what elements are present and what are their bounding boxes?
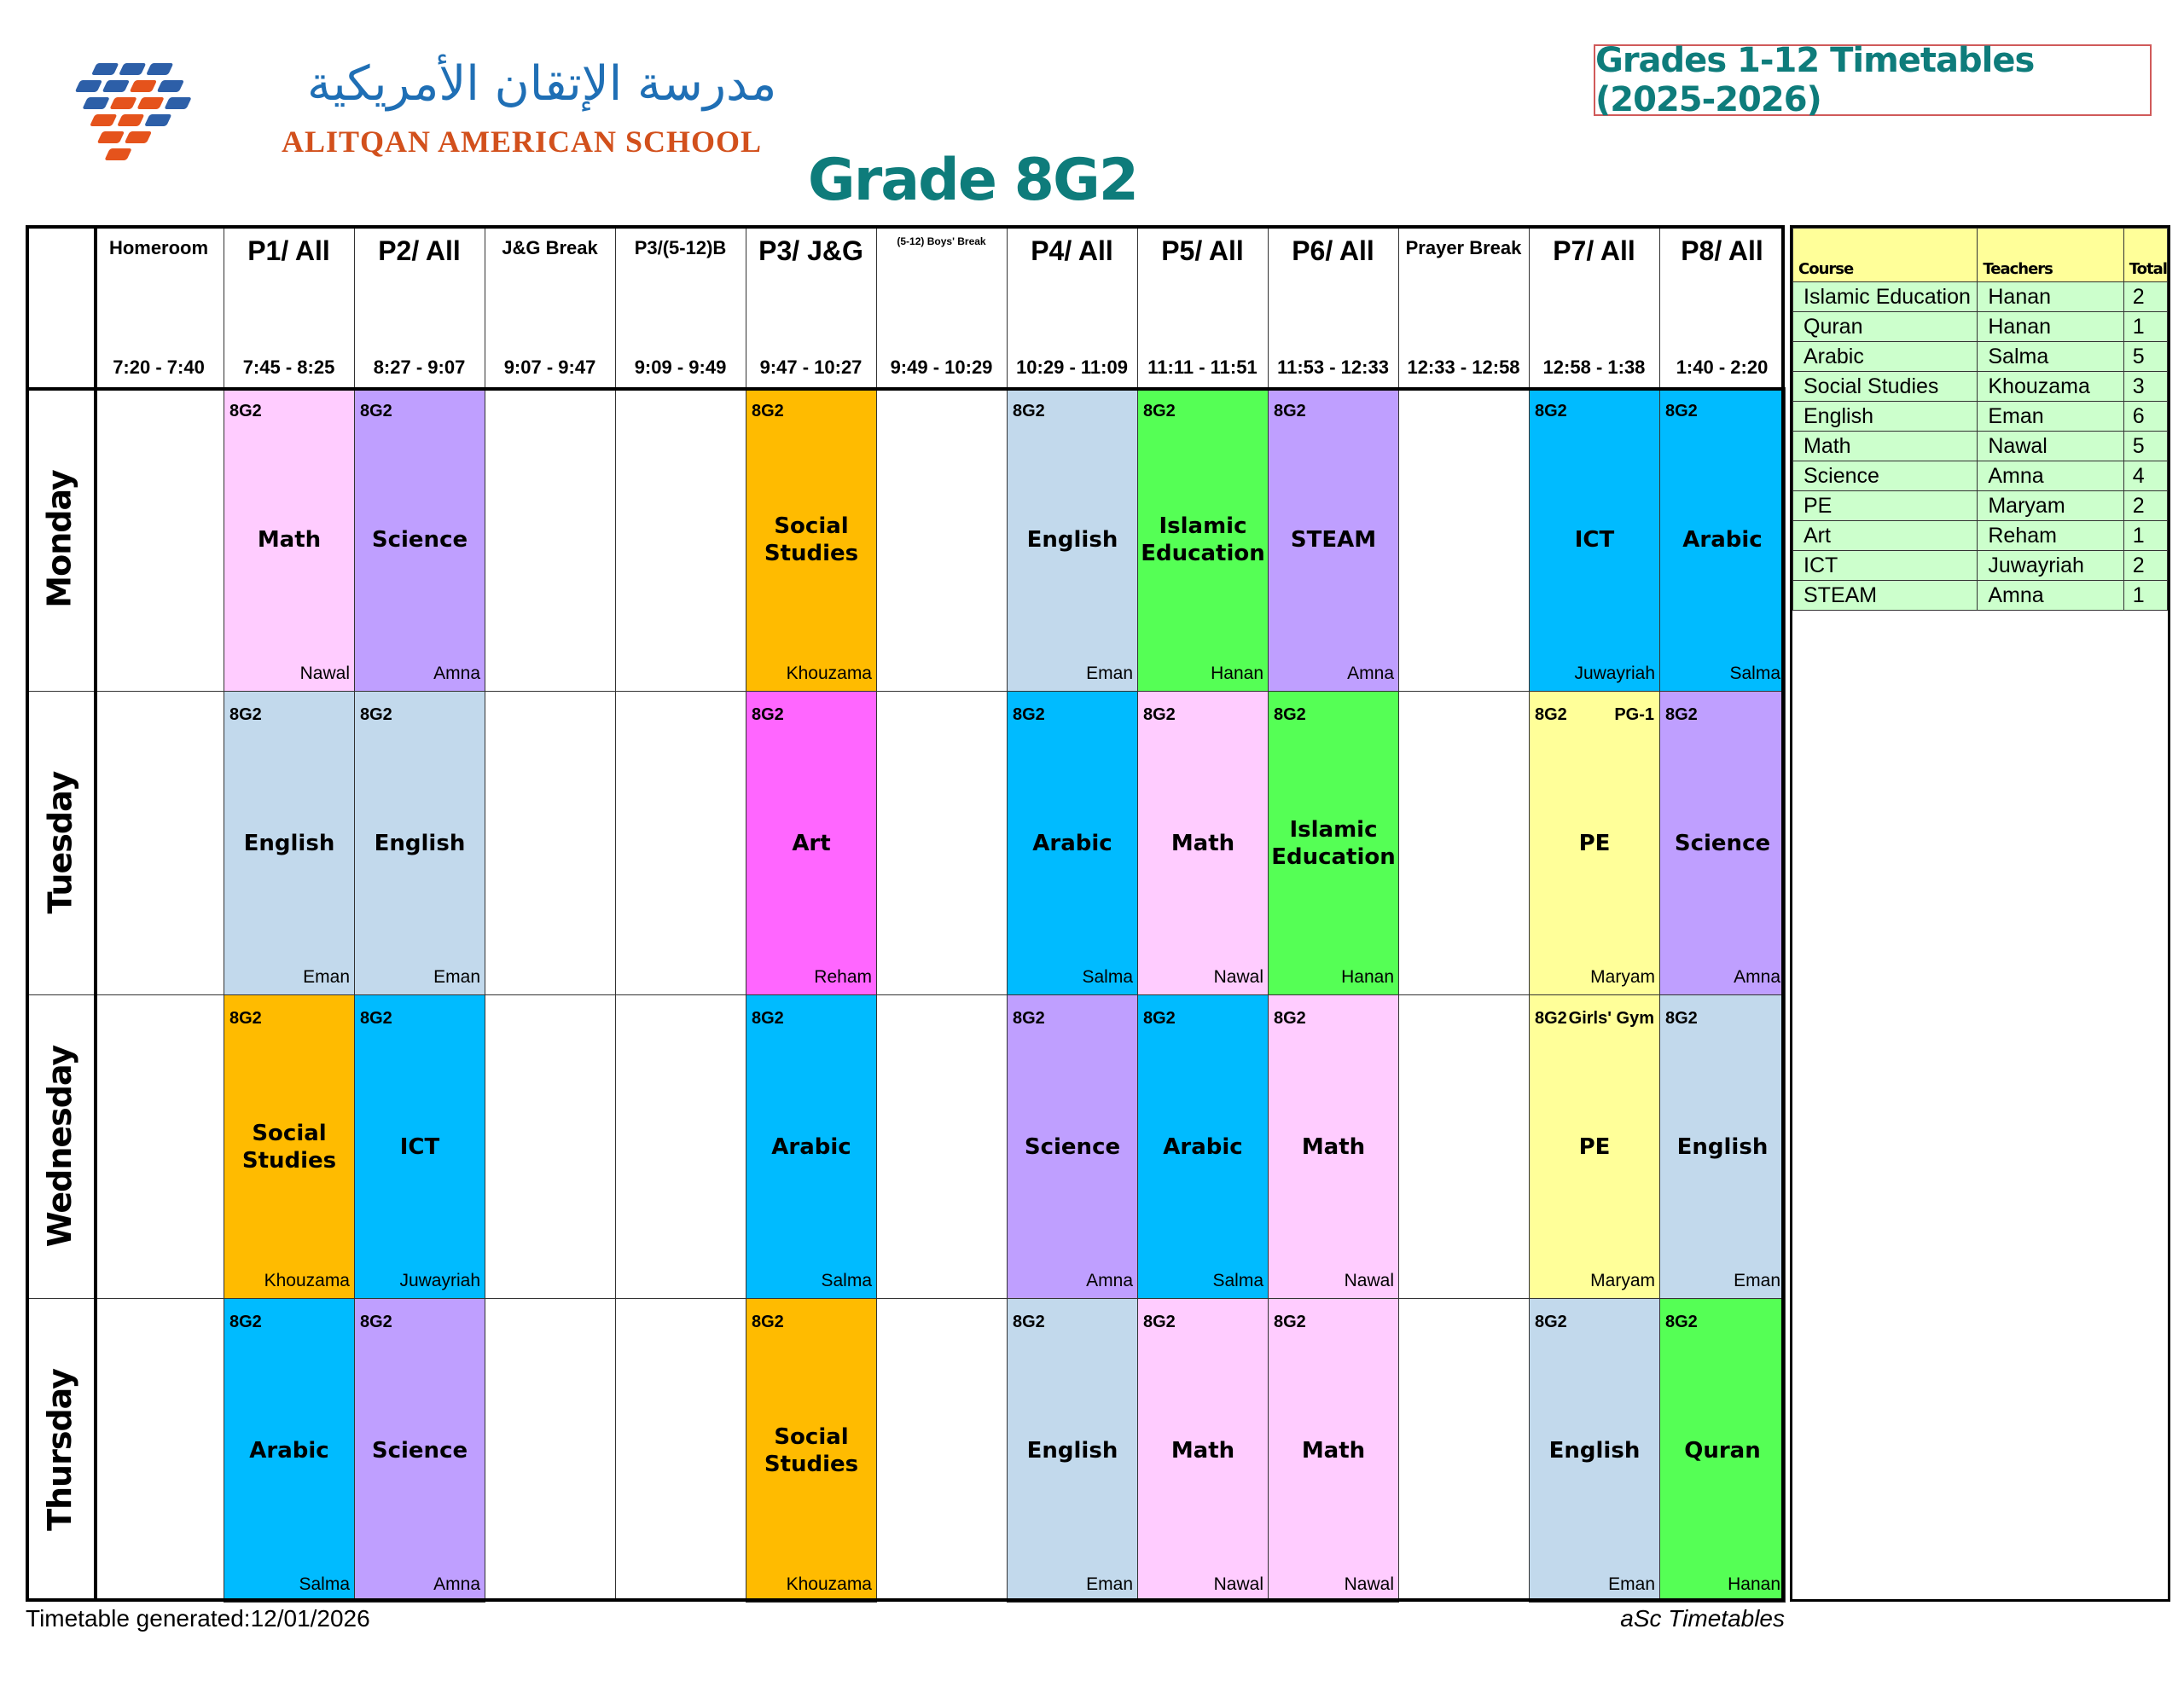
lesson-subject: Math [1301,1133,1366,1160]
lesson-subject: ICT [1574,526,1615,553]
total-cell: 5 [2123,432,2167,461]
lesson-class: 8G2 [1535,1009,1567,1028]
lesson-subject: Math [257,526,322,553]
software-credit: aSc Timetables [1620,1605,1785,1632]
period-header [224,225,354,387]
lesson-teacher: Maryam [1590,967,1655,987]
lesson-teacher: Eman [303,967,350,987]
total-header: Total [2123,229,2167,282]
lesson-class: 8G2 [360,1009,392,1028]
column-divider [1137,225,1138,1602]
lesson-teacher: Eman [1608,1574,1655,1594]
period-time: 9:09 - 9:49 [634,357,727,378]
lesson-class: 8G2 [1665,402,1698,420]
period-time: 7:45 - 8:25 [242,357,335,378]
teacher-cell: Juwayriah [1978,551,2123,581]
lesson-class: 8G2 [752,1009,784,1028]
school-name-english: ALITQAN AMERICAN SCHOOL [282,125,763,159]
lesson-class: 8G2 [360,1313,392,1331]
lesson-subject: Math [1170,1437,1235,1464]
lesson-teacher: Hanan [1211,664,1263,683]
lesson-room: PG-1 [1614,705,1654,724]
column-divider [1529,225,1530,1602]
period-time: 9:07 - 9:47 [503,357,596,378]
lesson-card[interactable] [1529,994,1660,1299]
course-cell: Art [1793,521,1978,551]
period-name: P6/ All [1292,235,1374,266]
lesson-teacher: Nawal [1213,1574,1263,1594]
period-name: P2/ All [378,235,461,266]
lesson-teacher: Eman [1086,1574,1133,1594]
column-divider [615,225,616,1602]
lesson-card[interactable] [354,1298,485,1603]
lesson-card[interactable] [746,691,877,995]
course-cell: Math [1793,432,1978,461]
lesson-teacher: Eman [433,967,480,987]
lesson-teacher: Khouzama [786,664,872,683]
lesson-class: 8G2 [1274,1009,1306,1028]
lesson-teacher: Hanan [1341,967,1394,987]
course-cell: Arabic [1793,342,1978,372]
period-header [94,225,224,387]
lesson-subject: Social Studies [241,1120,337,1174]
lesson-card[interactable] [354,994,485,1299]
lesson-teacher: Eman [1086,664,1133,683]
column-divider [1007,225,1008,1602]
lesson-class: 8G2 [229,1009,262,1028]
lesson-subject: Quran [1684,1437,1761,1464]
lesson-card[interactable] [1137,691,1269,995]
course-cell: PE [1793,491,1978,521]
timetables-banner: Grades 1-12 Timetables (2025-2026) [1594,44,2152,116]
teacher-cell: Salma [1978,342,2123,372]
lesson-subject: English [1676,1133,1769,1160]
lesson-class: 8G2 [752,705,784,724]
lesson-subject: Math [1301,1437,1366,1464]
lesson-subject: ICT [399,1133,440,1160]
summary-row [1793,581,2168,611]
lesson-subject: Arabic [1163,1133,1243,1160]
school-logo-icon [51,51,239,171]
period-name: Homeroom [108,237,209,258]
lesson-card[interactable] [746,994,877,1299]
lesson-subject: Science [371,526,468,553]
lesson-subject: PE [1578,1133,1611,1160]
teacher-cell: Nawal [1978,432,2123,461]
lesson-card[interactable] [1137,994,1269,1299]
total-cell: 2 [2123,491,2167,521]
lesson-card[interactable] [746,1298,877,1603]
lesson-subject: PE [1578,830,1611,856]
lesson-card[interactable] [354,387,485,692]
lesson-class: 8G2 [1143,402,1176,420]
lesson-card[interactable] [224,691,355,995]
course-cell: STEAM [1793,581,1978,611]
lesson-teacher: Nawal [299,664,350,683]
lesson-subject: Islamic Education [1271,816,1396,870]
teacher-cell: Amna [1978,581,2123,611]
lesson-teacher: Eman [1734,1271,1780,1290]
total-cell: 5 [2123,342,2167,372]
period-name: P4/ All [1031,235,1113,266]
lesson-subject: Art [792,830,831,856]
lesson-class: 8G2 [1143,1313,1176,1331]
lesson-subject: English [1548,1437,1641,1464]
period-name: P5/ All [1161,235,1244,266]
lesson-class: 8G2 [360,705,392,724]
period-header [746,225,876,387]
period-header [1659,225,1785,387]
lesson-subject: English [374,830,466,856]
period-name: J&G Break [502,237,598,258]
lesson-teacher: Salma [299,1574,350,1594]
lesson-class: 8G2 [1665,1009,1698,1028]
lesson-teacher: Nawal [1213,967,1263,987]
lesson-teacher: Amna [433,1574,480,1594]
period-name: P8/ All [1681,235,1763,266]
lesson-teacher: Salma [1729,664,1780,683]
lesson-class: 8G2 [1665,1313,1698,1331]
lesson-teacher: Nawal [1344,1574,1394,1594]
summary-row [1793,521,2168,551]
lesson-card[interactable] [1659,994,1786,1299]
period-name: P1/ All [247,235,330,266]
lesson-subject: Arabic [249,1437,329,1464]
lesson-class: 8G2 [1535,1313,1567,1331]
teacher-cell: Hanan [1978,282,2123,312]
period-name: (5-12) Boys' Break [897,235,986,247]
lesson-card[interactable] [1268,691,1399,995]
period-name: P3/ J&G [758,235,863,266]
lesson-teacher: Khouzama [786,1574,872,1594]
lesson-card[interactable] [1007,387,1138,692]
day-label [26,994,94,1298]
day-label [26,1298,94,1602]
lesson-teacher: Salma [821,1271,872,1290]
summary-row [1793,491,2168,521]
lesson-teacher: Amna [433,664,480,683]
total-cell: 1 [2123,312,2167,342]
column-divider [1398,225,1399,1602]
summary-row [1793,402,2168,432]
summary-row [1793,372,2168,402]
course-cell: Social Studies [1793,372,1978,402]
lesson-subject: Arabic [771,1133,851,1160]
lesson-card[interactable] [1007,691,1138,995]
total-cell: 2 [2123,282,2167,312]
period-header [615,225,746,387]
row-divider [26,691,1785,692]
lesson-class: 8G2 [1535,402,1567,420]
period-header [1529,225,1659,387]
summary-header-row [1793,229,2168,282]
period-name: P7/ All [1553,235,1635,266]
teacher-cell: Maryam [1978,491,2123,521]
lesson-teacher: Juwayriah [1574,664,1655,683]
lesson-class: 8G2 [1665,705,1698,724]
period-time: 1:40 - 2:20 [1676,357,1769,378]
lesson-class: 8G2 [1274,705,1306,724]
column-divider [876,225,877,1602]
lesson-teacher: Amna [1734,967,1780,987]
header-divider [26,387,1785,391]
lesson-subject: English [1026,1437,1118,1464]
day-name: Thursday [41,1369,78,1531]
lesson-card[interactable] [1268,387,1399,692]
period-header [1268,225,1398,387]
course-summary-table [1792,228,2168,611]
lesson-card[interactable] [1659,1298,1786,1603]
teacher-cell: Reham [1978,521,2123,551]
lesson-teacher: Hanan [1728,1574,1780,1594]
lesson-card[interactable] [1137,387,1269,692]
lesson-class: 8G2 [229,1313,262,1331]
summary-row [1793,461,2168,491]
teacher-cell: Khouzama [1978,372,2123,402]
lesson-teacher: Amna [1086,1271,1133,1290]
period-time: 11:53 - 12:33 [1277,357,1389,378]
summary-row [1793,432,2168,461]
total-cell: 4 [2123,461,2167,491]
lesson-class: 8G2 [1013,705,1045,724]
lesson-card[interactable] [1659,387,1786,692]
period-header [876,225,1007,387]
total-cell: 3 [2123,372,2167,402]
lesson-card[interactable] [1529,387,1660,692]
column-divider [1268,225,1269,1602]
teachers-header: Teachers [1978,229,2123,282]
lesson-class: 8G2 [1143,1009,1176,1028]
total-cell: 1 [2123,581,2167,611]
course-summary-panel [1790,225,2170,1602]
period-time: 10:29 - 11:09 [1016,357,1128,378]
summary-row [1793,551,2168,581]
lesson-card[interactable] [1137,1298,1269,1603]
day-name: Wednesday [41,1045,78,1248]
lesson-card[interactable] [354,691,485,995]
lesson-card[interactable] [1529,691,1660,995]
lesson-teacher: Maryam [1590,1271,1655,1290]
lesson-teacher: Amna [1347,664,1394,683]
period-time: 9:47 - 10:27 [759,357,863,378]
lesson-class: 8G2 [752,402,784,420]
period-time: 9:49 - 10:29 [890,357,993,378]
total-cell: 6 [2123,402,2167,432]
lesson-subject: Arabic [1682,526,1763,553]
course-cell: English [1793,402,1978,432]
page-title: Grade 8G2 [807,147,1138,214]
period-header [1137,225,1268,387]
lesson-class: 8G2 [229,705,262,724]
lesson-teacher: Reham [814,967,872,987]
school-name-arabic: مدرسة الإتقان الأمريكية [307,56,777,112]
lesson-subject: Science [1024,1133,1121,1160]
period-header [1007,225,1137,387]
lesson-teacher: Nawal [1344,1271,1394,1290]
lesson-class: 8G2 [1013,1313,1045,1331]
lesson-subject: Social Studies [764,513,859,566]
course-cell: Islamic Education [1793,282,1978,312]
lesson-card[interactable] [224,994,355,1299]
lesson-subject: English [1026,526,1118,553]
lesson-card[interactable] [224,1298,355,1603]
lesson-card[interactable] [1007,994,1138,1299]
lesson-card[interactable] [1007,1298,1138,1603]
course-cell: Quran [1793,312,1978,342]
lesson-teacher: Khouzama [264,1271,350,1290]
lesson-teacher: Salma [1212,1271,1263,1290]
lesson-teacher: Salma [1082,967,1133,987]
period-header [354,225,485,387]
lesson-class: 8G2 [229,402,262,420]
lesson-class: 8G2 [1274,402,1306,420]
row-divider [26,994,1785,995]
lesson-subject: Science [1674,830,1771,856]
lesson-card[interactable] [746,387,877,692]
period-time: 12:58 - 1:38 [1542,357,1646,378]
lesson-subject: Arabic [1032,830,1112,856]
lesson-teacher: Juwayriah [399,1271,480,1290]
day-label [26,691,94,994]
day-label [26,387,94,691]
period-name: P3/(5-12)B [634,237,727,258]
period-time: 12:33 - 12:58 [1407,357,1520,378]
lesson-class: 8G2 [1535,705,1567,724]
period-time: 7:20 - 7:40 [113,357,205,378]
lesson-class: 8G2 [360,402,392,420]
course-cell: Science [1793,461,1978,491]
day-divider [94,225,97,1602]
lesson-subject: Islamic Education [1141,513,1265,566]
period-header [485,225,615,387]
teacher-cell: Eman [1978,402,2123,432]
period-header [1398,225,1529,387]
total-cell: 2 [2123,551,2167,581]
lesson-subject: Science [371,1437,468,1464]
lesson-card[interactable] [1268,994,1399,1299]
lesson-subject: STEAM [1290,526,1377,553]
lesson-subject: Math [1170,830,1235,856]
day-name: Tuesday [41,771,79,914]
lesson-room: Girls' Gym [1568,1009,1654,1028]
lesson-class: 8G2 [1274,1313,1306,1331]
row-divider [26,1298,1785,1299]
lesson-class: 8G2 [1013,402,1045,420]
period-name: Prayer Break [1405,237,1522,258]
lesson-class: 8G2 [1013,1009,1045,1028]
teacher-cell: Amna [1978,461,2123,491]
summary-row [1793,342,2168,372]
day-name: Monday [41,470,79,608]
total-cell: 1 [2123,521,2167,551]
lesson-card[interactable] [224,387,355,692]
period-time: 8:27 - 9:07 [373,357,466,378]
period-time: 11:11 - 11:51 [1147,357,1258,378]
teacher-cell: Hanan [1978,312,2123,342]
summary-row [1793,312,2168,342]
lesson-class: 8G2 [1143,705,1176,724]
column-divider [1659,225,1660,1602]
timetable-grid [26,225,1785,1602]
lesson-card[interactable] [1529,1298,1660,1603]
course-cell: ICT [1793,551,1978,581]
lesson-card[interactable] [1659,691,1786,995]
lesson-subject: Social Studies [764,1423,859,1477]
lesson-card[interactable] [1268,1298,1399,1603]
lesson-class: 8G2 [752,1313,784,1331]
course-header: Course [1793,229,1978,282]
generated-date-text: Timetable generated:12/01/2026 [26,1605,370,1632]
lesson-subject: English [243,830,335,856]
summary-row [1793,282,2168,312]
column-divider [354,225,355,1602]
